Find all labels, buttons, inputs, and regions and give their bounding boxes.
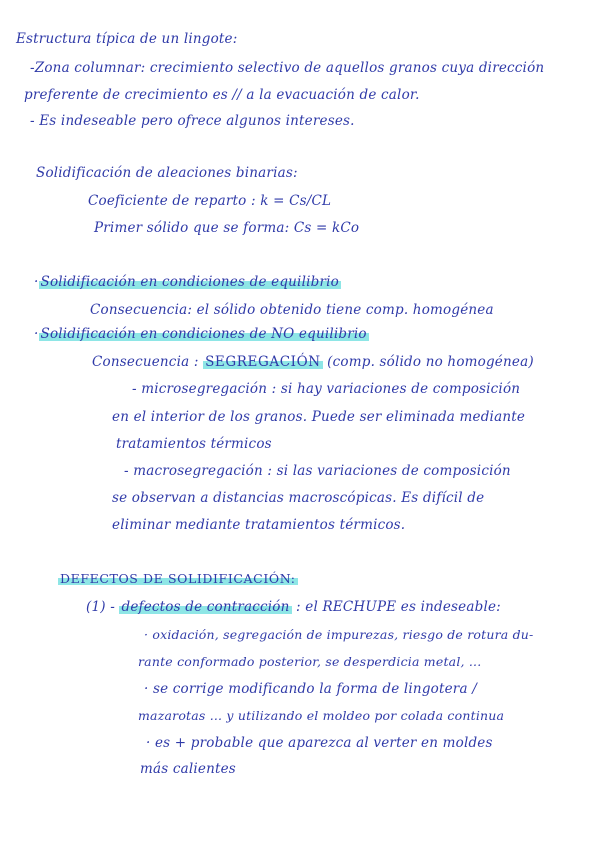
section-title-binary-alloys: Solidificación de aleaciones binarias:: [36, 165, 298, 181]
microsegregation-line-3: tratamientos térmicos: [116, 436, 272, 452]
defects-heading: [58, 570, 298, 588]
shrinkage-point-a-line-2: rante conformado posterior, se desperdicia metal, ...: [138, 654, 482, 669]
shrinkage-rest: : el RECHUPE es indeseable:: [296, 599, 501, 615]
shrinkage-point-b-line-2: mazarotas ... y utilizando el moldeo por colada continua: [138, 708, 505, 723]
consequence-label: Consecuencia :: [92, 354, 199, 370]
equilibrium-heading: [34, 273, 341, 291]
first-solid-line: Primer sólido que se forma: Cs = kCo: [94, 220, 360, 236]
shrinkage-keyword: defectos de contracción: [121, 599, 290, 615]
microsegregation-line-2: en el interior de los granos. Puede ser eliminada mediante: [112, 409, 526, 425]
shrinkage-point-b-line-1: · se corrige modificando la forma de lingotera /: [144, 681, 477, 697]
columnar-zone-line-2: preferente de crecimiento es // a la evacuación de calor.: [24, 87, 420, 103]
macrosegregation-line-3: eliminar mediante tratamientos térmicos.: [112, 517, 406, 533]
microsegregation-line-1: - microsegregación : si hay variaciones de composición: [132, 381, 521, 397]
non-equilibrium-heading-text: Solidificación en condiciones de NO equilibrio: [40, 326, 367, 342]
columnar-zone-line-1: -Zona columnar: crecimiento selectivo de aquellos granos cuya dirección: [30, 60, 545, 76]
non-equilibrium-heading: [34, 325, 369, 343]
partition-coefficient-line: Coeficiente de reparto : k = Cs/CL: [88, 193, 332, 209]
section-title-ingot-structure: Estructura típica de un lingote:: [16, 31, 238, 47]
macrosegregation-line-1: - macrosegregación : si las variaciones de composición: [124, 463, 511, 479]
consequence-rest: (comp. sólido no homogénea): [327, 354, 534, 370]
bullet-dot: ·: [34, 326, 39, 342]
equilibrium-heading-text: Solidificación en condiciones de equilibrio: [40, 274, 339, 290]
item-number: (1) -: [86, 599, 115, 615]
segregation-keyword: SEGREGACIÓN: [205, 354, 321, 370]
shrinkage-point-c-line-1: · es + probable que aparezca al verter en moldes: [146, 735, 493, 751]
shrinkage-point-a-line-1: · oxidación, segregación de impurezas, riesgo de rotura du-: [144, 627, 534, 642]
equilibrium-consequence: Consecuencia: el sólido obtenido tiene comp. homogénea: [90, 302, 494, 318]
shrinkage-defects-line: [86, 598, 501, 616]
columnar-zone-line-3: - Es indeseable pero ofrece algunos intereses.: [30, 113, 355, 129]
bullet-dot: ·: [34, 274, 39, 290]
non-equilibrium-consequence: [92, 353, 534, 371]
macrosegregation-line-2: se observan a distancias macroscópicas. Es difícil de: [112, 490, 485, 506]
shrinkage-point-c-line-2: más calientes: [140, 761, 236, 777]
defects-heading-text: DEFECTOS DE SOLIDIFICACIÓN:: [60, 571, 296, 586]
